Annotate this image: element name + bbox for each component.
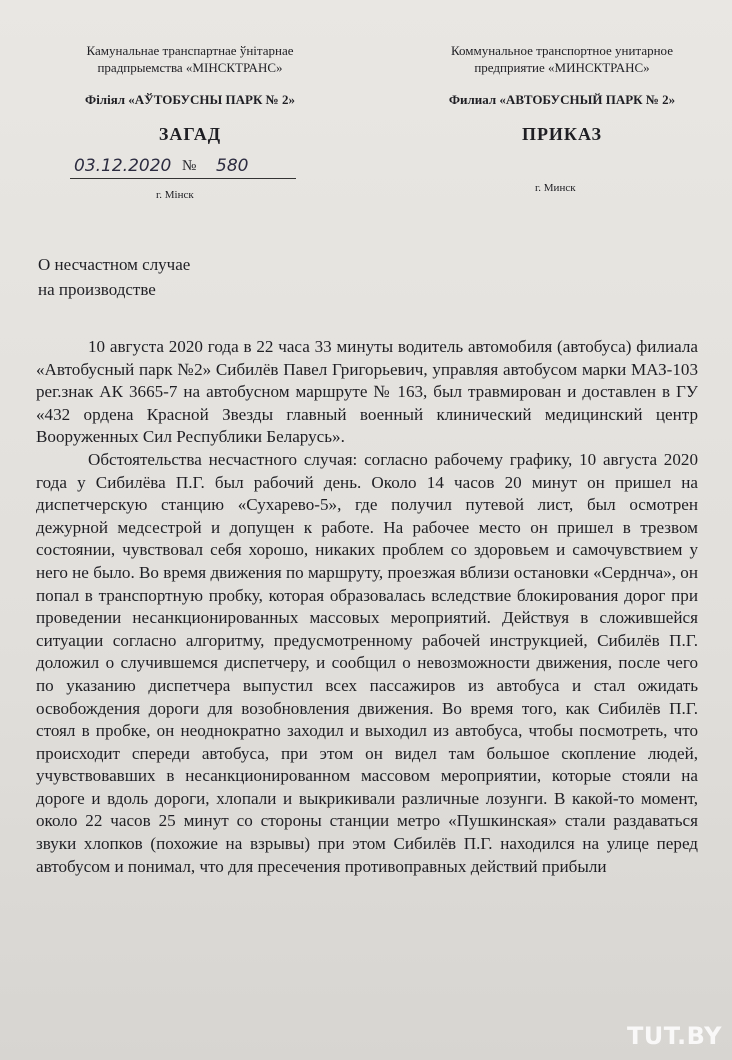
city-russian: г. Минск — [535, 182, 576, 194]
underline — [70, 178, 296, 179]
date-number-line — [70, 156, 296, 182]
watermark-logo: TUT.BY — [626, 1022, 722, 1050]
org-header-russian — [412, 42, 712, 76]
org-line-2: прадпрыемства «МІНСКТРАНС» — [97, 60, 283, 75]
subject-line-1: О несчастном случае — [38, 255, 191, 274]
order-subject — [38, 252, 190, 302]
org-header-belarusian — [40, 42, 340, 76]
branch-name-belarusian: Філіял «АЎТОБУСНЫ ПАРК № 2» — [85, 92, 295, 107]
org-line-1: Коммунальное транспортное унитарное — [451, 43, 673, 58]
handwritten-number: 580 — [216, 156, 249, 176]
branch-name-russian: Филиал «АВТОБУСНЫЙ ПАРК № 2» — [448, 92, 676, 107]
city-belarusian: г. Мінск — [156, 189, 194, 201]
subject-line-2: на производстве — [38, 280, 156, 299]
body-paragraph-1: 10 августа 2020 года в 22 часа 33 минуты водитель автомобиля (автобуса) филиала «Автобусный парк №2» Сибилёв Павел Григорьевич, управляя автобусом марки МАЗ-103 рег.знак АК 3665-7 на автобусном маршруте № 163, был травмирован и доставлен в ГУ «432 ордена Красной Звезды главный военный клинический медицинский центр Вооруженных Сил Республики Беларусь». — [36, 337, 698, 447]
order-body — [36, 336, 698, 878]
doc-title-russian: ПРИКАЗ — [521, 124, 603, 144]
org-line-2: предприятие «МИНСКТРАНС» — [474, 60, 650, 75]
number-sign: № — [182, 158, 197, 174]
body-paragraph-2: Обстоятельства несчастного случая: согласно рабочему графику, 10 августа 2020 года у Сибилёва П.Г. был рабочий день. Около 14 часов 20 минут он пришел на диспетчерскую станцию «Сухарево-5», где получил путевой лист, был осмотрен дежурной медсестрой и допущен к работе. На рабочее место он пришел в трезвом состоянии, чувствовал себя хорошо, никаких проблем со здоровьем и самочувствием у него не было. Во время движения по маршруту, проезжая вблизи остановки «Серднча», он попал в транспортную пробку, которая образовалась вследствие блокирования дорог при проведении несанкционированных массовых мероприятий. Действуя в сложившейся ситуации согласно алгоритму, предусмотренному рабочей инструкцией, Сибилёв П.Г. доложил о случившемся диспетчеру, и сообщил о невозможности движения, после чего по указанию диспетчера выпустил всех пассажиров из автобуса и стал ожидать освобождения дороги для возобновления движения. Во время того, как Сибилёв П.Г. стоял в пробке, он неоднократно заходил и выходил из автобуса, чтобы посмотреть, что происходит спереди автобуса, при этом он видел там большое скопление людей, учувствовавших в несанкционированном массовом мероприятии, которые стояли на дороге и вдоль дороги, хлопали и выкрикивали различные лозунги. В какой-то момент, около 22 часов 25 минут со стороны станции метро «Пушкинская» стали раздаваться звуки хлопков (похожие на взрывы) при этом Сибилёв П.Г. находился на улице перед автобусом и понимал, что для пресечения противоправных действий прибыли — [36, 449, 698, 876]
org-line-1: Камунальнае транспартнае ўнітарнае — [86, 43, 294, 58]
doc-title-belarusian: ЗАГАД — [158, 124, 222, 144]
handwritten-date: 03.12.2020 — [74, 156, 172, 176]
